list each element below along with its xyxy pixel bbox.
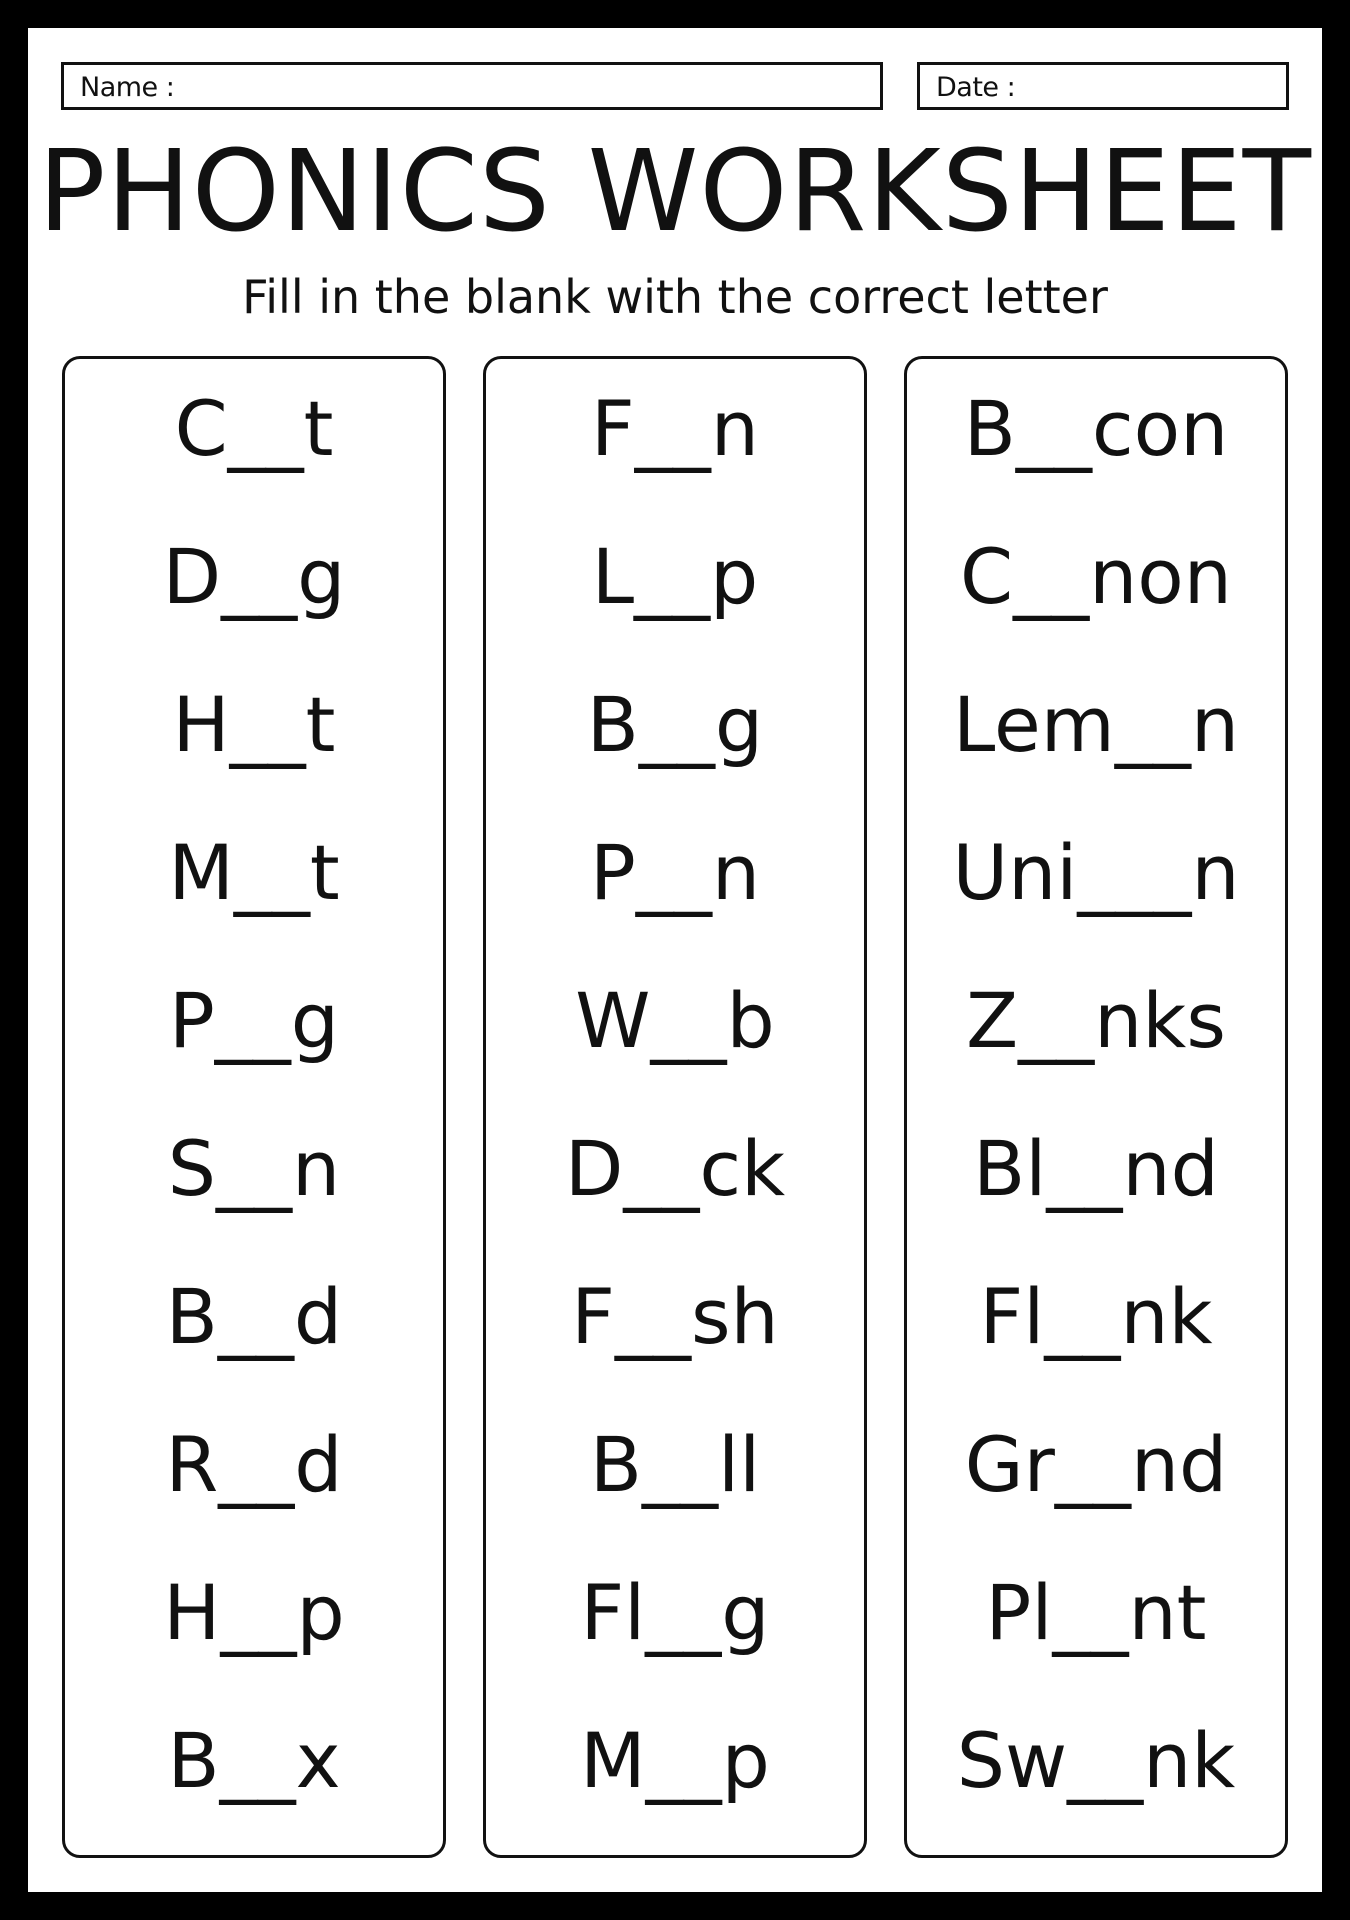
instructions: Fill in the blank with the correct letter — [242, 270, 1108, 324]
word-item: C__non — [960, 532, 1232, 621]
word-item: Lem__n — [953, 680, 1239, 769]
word-item: P__g — [168, 976, 340, 1065]
word-item: B__ll — [589, 1420, 761, 1509]
word-column-1 — [62, 356, 446, 1858]
page-title: PHONICS WORKSHEET — [37, 127, 1313, 257]
word-item: H__p — [163, 1568, 345, 1657]
word-item: W__b — [575, 976, 775, 1065]
worksheet-page — [28, 28, 1322, 1892]
word-item: Pl__nt — [985, 1568, 1207, 1657]
date-label: Date : — [936, 72, 1016, 103]
word-item: Bl__nd — [973, 1124, 1219, 1213]
word-item: R__d — [165, 1420, 343, 1509]
word-item: Uni___n — [952, 828, 1240, 917]
word-column-2 — [483, 356, 867, 1858]
word-item: D__ck — [564, 1124, 786, 1213]
word-column-3 — [904, 356, 1288, 1858]
date-field[interactable] — [917, 62, 1289, 110]
word-item: P__n — [590, 828, 760, 917]
word-item: Sw__nk — [956, 1716, 1236, 1805]
word-item: Fl__g — [580, 1568, 770, 1657]
word-item: B__con — [963, 384, 1229, 473]
word-item: D__g — [162, 532, 346, 621]
name-field[interactable] — [61, 62, 883, 110]
word-item: Fl__nk — [979, 1272, 1213, 1361]
word-item: M__t — [168, 828, 340, 917]
name-label: Name : — [80, 72, 175, 103]
word-item: F__n — [591, 384, 759, 473]
word-item: C__t — [174, 384, 334, 473]
word-item: L__p — [591, 532, 759, 621]
word-item: Z__nks — [966, 976, 1226, 1065]
word-item: B__g — [586, 680, 764, 769]
word-item: M__p — [580, 1716, 770, 1805]
word-item: H__t — [172, 680, 336, 769]
word-item: B__d — [165, 1272, 343, 1361]
word-item: B__x — [167, 1716, 341, 1805]
word-item: S__n — [167, 1124, 341, 1213]
word-item: F__sh — [571, 1272, 779, 1361]
word-item: Gr__nd — [964, 1420, 1228, 1509]
